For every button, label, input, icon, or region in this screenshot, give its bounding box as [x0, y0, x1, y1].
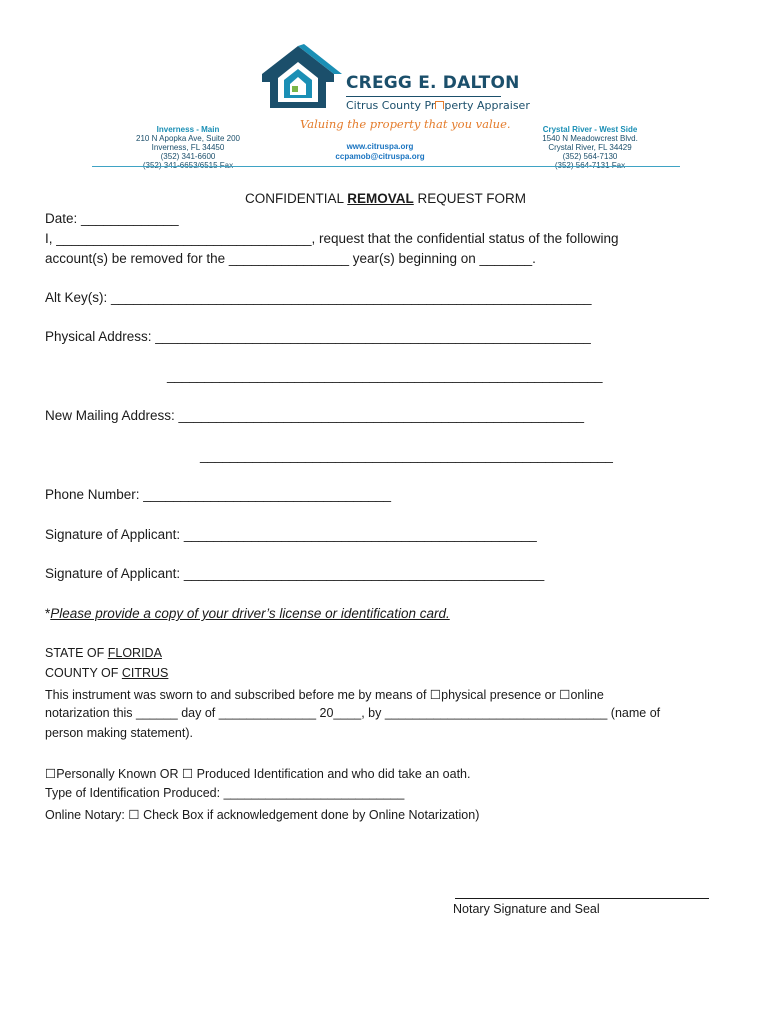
mailing-address-line-2[interactable]: _______________________________________________________ — [200, 448, 613, 463]
office-left — [118, 125, 258, 170]
identification-line — [45, 766, 470, 781]
county-line — [45, 666, 168, 680]
physical-address-line-2[interactable]: __________________________________________________________ — [167, 368, 603, 383]
brand-rule — [346, 96, 501, 97]
produced-id-checkbox[interactable]: ☐ — [181, 767, 194, 781]
produced-id-label: Produced Identification and who did take an oath. — [193, 767, 471, 781]
phone-field[interactable]: Phone Number: _________________________________ — [45, 487, 392, 502]
signature-field-2[interactable]: Signature of Applicant: ________________________________________________ — [45, 566, 545, 581]
notary-signature-label: Notary Signature and Seal — [453, 902, 600, 916]
online-notary-line — [45, 807, 479, 822]
email-link[interactable]: ccpamob@citruspa.org — [335, 152, 425, 161]
id-note — [45, 606, 450, 621]
type-of-id-field[interactable]: Type of Identification Produced: __________________________ — [45, 786, 405, 800]
sworn-line-2[interactable]: notarization this ______ day of ______________ 20____, by ________________________________ (name of — [45, 706, 661, 720]
alt-key-field[interactable]: Alt Key(s): ________________________________________________________________ — [45, 290, 592, 305]
request-line-1[interactable]: I, __________________________________, request that the confidential status of the following — [45, 231, 619, 246]
state-value: FLORIDA — [107, 646, 162, 660]
request-line-2[interactable]: account(s) be removed for the ________________ year(s) beginning on _______. — [45, 251, 536, 266]
online-notary-text: Check Box if acknowledgement done by Online Notarization) — [139, 808, 480, 822]
office-left-line1: 210 N Apopka Ave, Suite 200 — [136, 134, 240, 143]
brand-name: CREGG E. DALTON — [346, 73, 520, 93]
sworn-text-start: This instrument was sworn to and subscribed before me by means of — [45, 688, 430, 702]
county-label: COUNTY OF — [45, 666, 122, 680]
online-notary-checkbox[interactable]: ☐ — [128, 808, 140, 822]
date-field[interactable]: Date: _____________ — [45, 211, 179, 226]
personally-known-label: Personally Known OR — [56, 767, 182, 781]
id-note-asterisk: * — [45, 606, 51, 621]
form-title-end: REQUEST FORM — [413, 191, 527, 206]
office-right-line3: (352) 564-7130 — [562, 152, 618, 161]
contact-block — [320, 142, 440, 162]
physical-address-field[interactable]: Physical Address: __________________________________________________________ — [45, 329, 591, 344]
office-left-name: Inverness - Main — [156, 125, 220, 134]
office-left-line2: Inverness, FL 34450 — [151, 143, 225, 152]
county-value: CITRUS — [121, 666, 169, 680]
notary-signature-line[interactable] — [455, 898, 709, 899]
id-note-text: Please provide a copy of your driver’s license or identification card. — [50, 606, 450, 621]
form-title — [245, 191, 526, 206]
online-checkbox[interactable]: ☐ — [559, 688, 571, 702]
mailing-address-field[interactable]: New Mailing Address: ______________________________________________________ — [45, 408, 584, 423]
brand-subtitle-start: Citrus County Pr — [346, 99, 436, 112]
online-notary-label: Online Notary: — [45, 808, 129, 822]
state-label: STATE OF — [45, 646, 108, 660]
brand-subtitle-end: perty Appraiser — [444, 99, 530, 112]
brand-subtitle — [346, 99, 530, 112]
signature-field-1[interactable]: Signature of Applicant: _______________________________________________ — [45, 527, 537, 542]
sworn-line-1 — [45, 687, 604, 702]
house-logo-icon — [258, 44, 348, 112]
state-line — [45, 646, 162, 660]
office-right-name: Crystal River - West Side — [542, 125, 638, 134]
office-right — [530, 125, 650, 170]
tagline: Valuing the property that you value. — [300, 117, 511, 131]
form-title-keyword: REMOVAL — [347, 191, 414, 206]
personally-known-checkbox[interactable]: ☐ — [45, 767, 57, 781]
office-right-line1: 1540 N Meadowcrest Blvd. — [542, 134, 638, 143]
sworn-line-3: person making statement). — [45, 726, 193, 740]
office-right-line2: Crystal River, FL 34429 — [548, 143, 632, 152]
office-left-line3: (352) 341-6600 — [160, 152, 216, 161]
physical-presence-checkbox[interactable]: ☐ — [429, 688, 442, 702]
online-label: online — [570, 688, 604, 702]
website-link[interactable]: www.citruspa.org — [346, 142, 414, 151]
brand-house-o-icon — [435, 101, 444, 109]
physical-presence-label: physical presence or — [441, 688, 560, 702]
header-divider — [92, 166, 680, 167]
form-title-start: CONFIDENTIAL — [245, 191, 348, 206]
